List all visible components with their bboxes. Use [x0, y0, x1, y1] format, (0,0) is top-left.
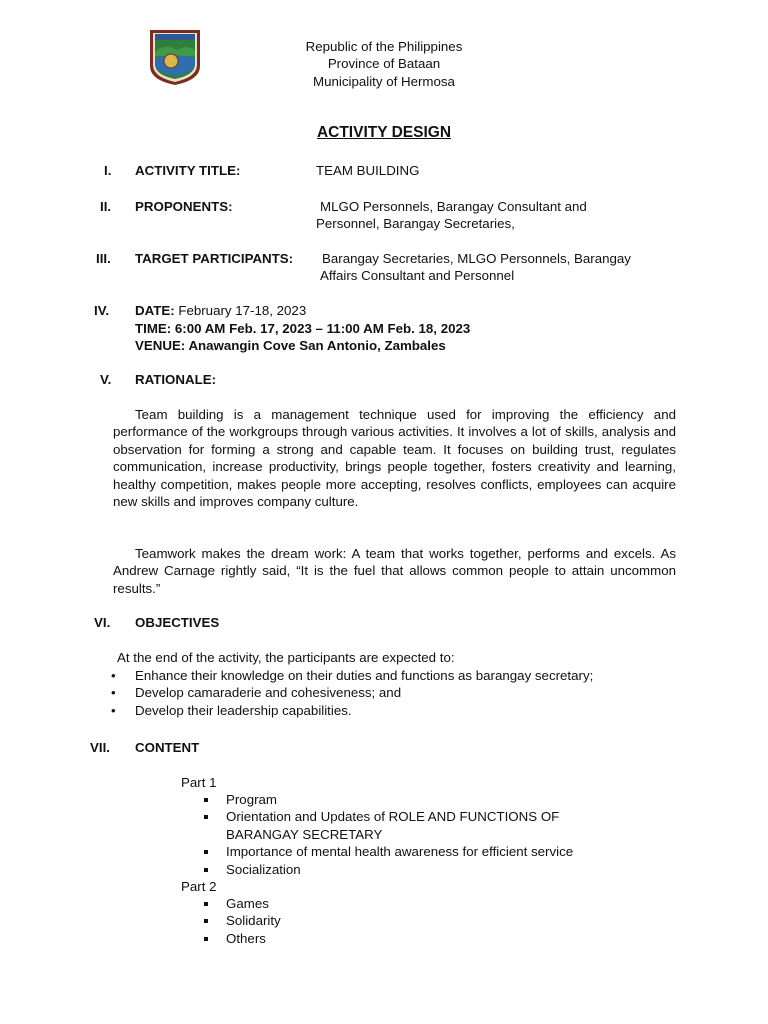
proponents-value-line-1: MLGO Personnels, Barangay Consultant and — [320, 199, 587, 214]
venue-line: VENUE: Anawangin Cove San Antonio, Zambales — [135, 338, 446, 353]
objectives-list — [109, 667, 709, 719]
target-participants-value-line-1: Barangay Secretaries, MLGO Personnels, Barangay — [322, 251, 631, 266]
proponents-value-line-2: Personnel, Barangay Secretaries, — [316, 216, 515, 231]
rationale-paragraph-1: Team building is a management technique used for improving the efficiency and performance of the workgroups through various activities. It involves a lot of skills, analysis and observation for forming a strong and capable team. It focuses on building trust, regulates communication, increase productivity, brings people together, fosters creativity and learning, healthy competition, makes people more accepting, resolves conflicts, employees can acquire new skills and improves company culture. — [113, 407, 676, 510]
list-item: • Enhance their knowledge on their duties and functions as barangay secretary; — [109, 667, 709, 684]
section-num-5: V. — [100, 372, 112, 387]
part-1-list — [181, 791, 621, 878]
list-item: Importance of mental health awareness for efficient service — [181, 843, 621, 860]
part-1-label: Part 1 — [181, 775, 217, 790]
part-2-label: Part 2 — [181, 879, 217, 894]
activity-title-label: ACTIVITY TITLE: — [135, 163, 241, 178]
section-num-2: II. — [100, 199, 112, 214]
header-line-1: Republic of the Philippines — [305, 39, 463, 54]
objectives-label: OBJECTIVES — [135, 615, 220, 630]
date-value: February 17-18, 2023 — [178, 303, 307, 318]
list-item: Program — [181, 791, 621, 808]
header-line-2: Province of Bataan — [327, 56, 441, 72]
date-label: DATE: — [135, 303, 175, 318]
date-line — [135, 302, 306, 319]
list-item: • Develop camaraderie and cohesiveness; and — [109, 684, 709, 701]
list-item: Orientation and Updates of ROLE AND FUNCTIONS OF BARANGAY SECRETARY — [181, 808, 621, 843]
rationale-paragraph-2: Teamwork makes the dream work: A team that works together, performs and excels. As Andrew Carnage rightly said, “It is the fuel that allows common people to attain uncommon results.” — [113, 546, 676, 596]
list-item: Solidarity — [181, 912, 621, 929]
list-item: • Develop their leadership capabilities. — [109, 702, 709, 719]
header-line-3: Municipality of Hermosa — [313, 73, 455, 89]
section-num-7: VII. — [90, 740, 110, 755]
section-num-3: III. — [96, 251, 111, 266]
proponents-label: PROPONENTS: — [135, 199, 233, 214]
section-num-6: VI. — [94, 615, 111, 630]
target-participants-value-line-2: Affairs Consultant and Personnel — [320, 268, 515, 283]
part-2-list — [181, 895, 621, 947]
document-title: ACTIVITY DESIGN — [316, 124, 452, 141]
section-num-4: IV. — [94, 303, 110, 318]
section-num-1: I. — [104, 163, 112, 178]
letterhead — [0, 38, 768, 90]
objectives-intro: At the end of the activity, the participants are expected to: — [117, 650, 455, 665]
time-line: TIME: 6:00 AM Feb. 17, 2023 – 11:00 AM Feb. 18, 2023 — [135, 321, 471, 336]
rationale-label: RATIONALE: — [135, 372, 217, 387]
list-item: Others — [181, 930, 621, 947]
list-item: Games — [181, 895, 621, 912]
list-item: Socialization — [181, 861, 621, 878]
activity-title-value: TEAM BUILDING — [316, 163, 420, 178]
target-participants-label: TARGET PARTICIPANTS: — [135, 251, 294, 266]
content-label: CONTENT — [135, 740, 200, 755]
